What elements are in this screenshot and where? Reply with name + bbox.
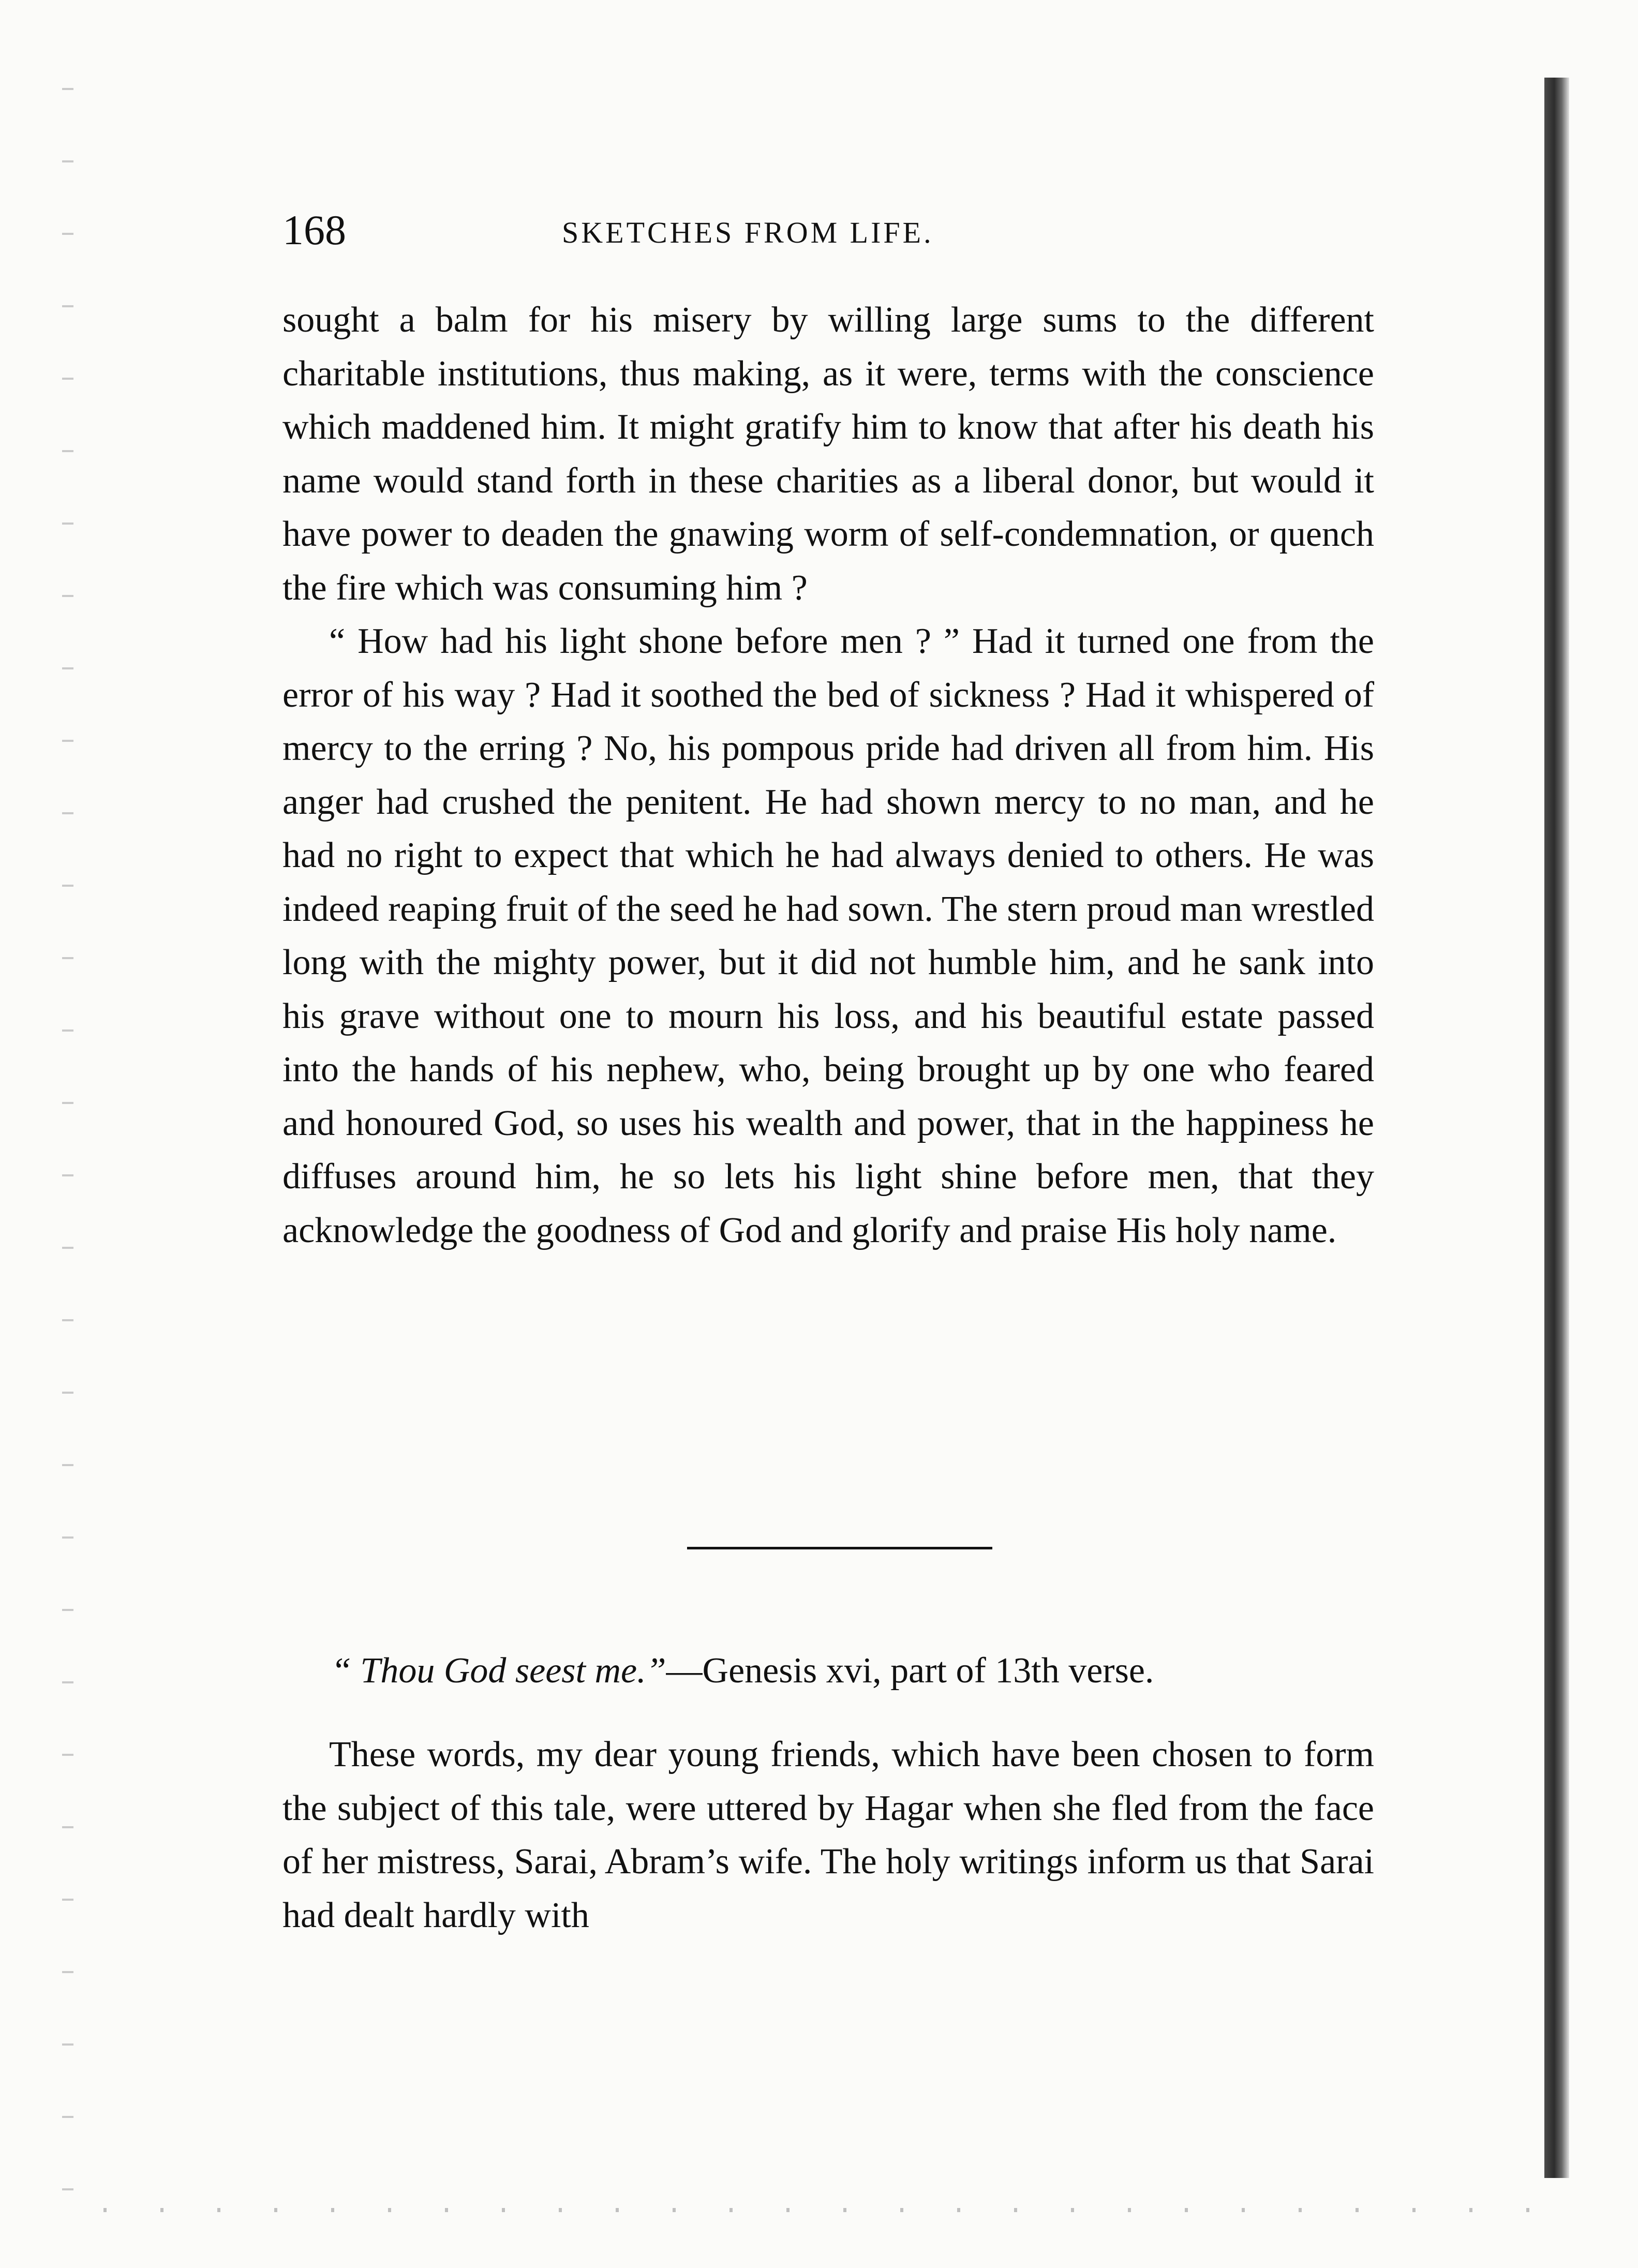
bottom-edge-specks [83, 2208, 1562, 2212]
epigraph-citation: —Genesis xvi, part of 13th verse. [666, 1651, 1154, 1691]
page-number: 168 [282, 206, 346, 253]
epigraph-quote: “ Thou God seest me.” [331, 1651, 666, 1691]
binding-shadow [1544, 78, 1569, 2178]
section-divider [687, 1547, 992, 1549]
epigraph [331, 1645, 1366, 1697]
running-head: SKETCHES FROM LIFE. [562, 216, 934, 249]
page-header [282, 204, 1369, 256]
main-text [282, 293, 1374, 1257]
paragraph: “ How had his light shone before men ? ” Had it turned one from the error of his way ? Had it soothed the bed of sickness ? Had it whispered of mercy to the erring ? No, his pompous pride had driven all from him. His anger had crushed the penitent. He had shown mercy to no man, and he had no right to expect that which he had always denied to others. He was indeed reaping fruit of the seed he had sown. The stern proud man wrestled long with the mighty power, but it did not humble him, and he sank into his grave without one to mourn his loss, and his beautiful estate passed into the hands of his nephew, who, being brought up by one who feared and honoured God, so uses his wealth and power, that in the happiness he diffuses around him, he so lets his light shine before men, that they acknowledge the goodness of God and glorify and praise His holy name. [282, 621, 1374, 1250]
paragraph: These words, my dear young friends, which have been chosen to form the subject of this tale, were uttered by Hagar when she fled from the face of her mistress, Sarai, Abram’s wife. The holy writings inform us that Sarai had dealt hardly with [282, 1735, 1374, 1935]
section-text [282, 1728, 1374, 1942]
paragraph-continued: sought a balm for his misery by willing large sums to the different charitable institutions, thus making, as it were, terms with the conscience which maddened him. It might gratify him to know that after his death his name would stand forth in these charities as a liberal donor, but would it have power to deaden the gnawing worm of self-condemnation, or quench the fire which was consuming him ? [282, 300, 1374, 608]
page-edge-specks [62, 57, 73, 2204]
